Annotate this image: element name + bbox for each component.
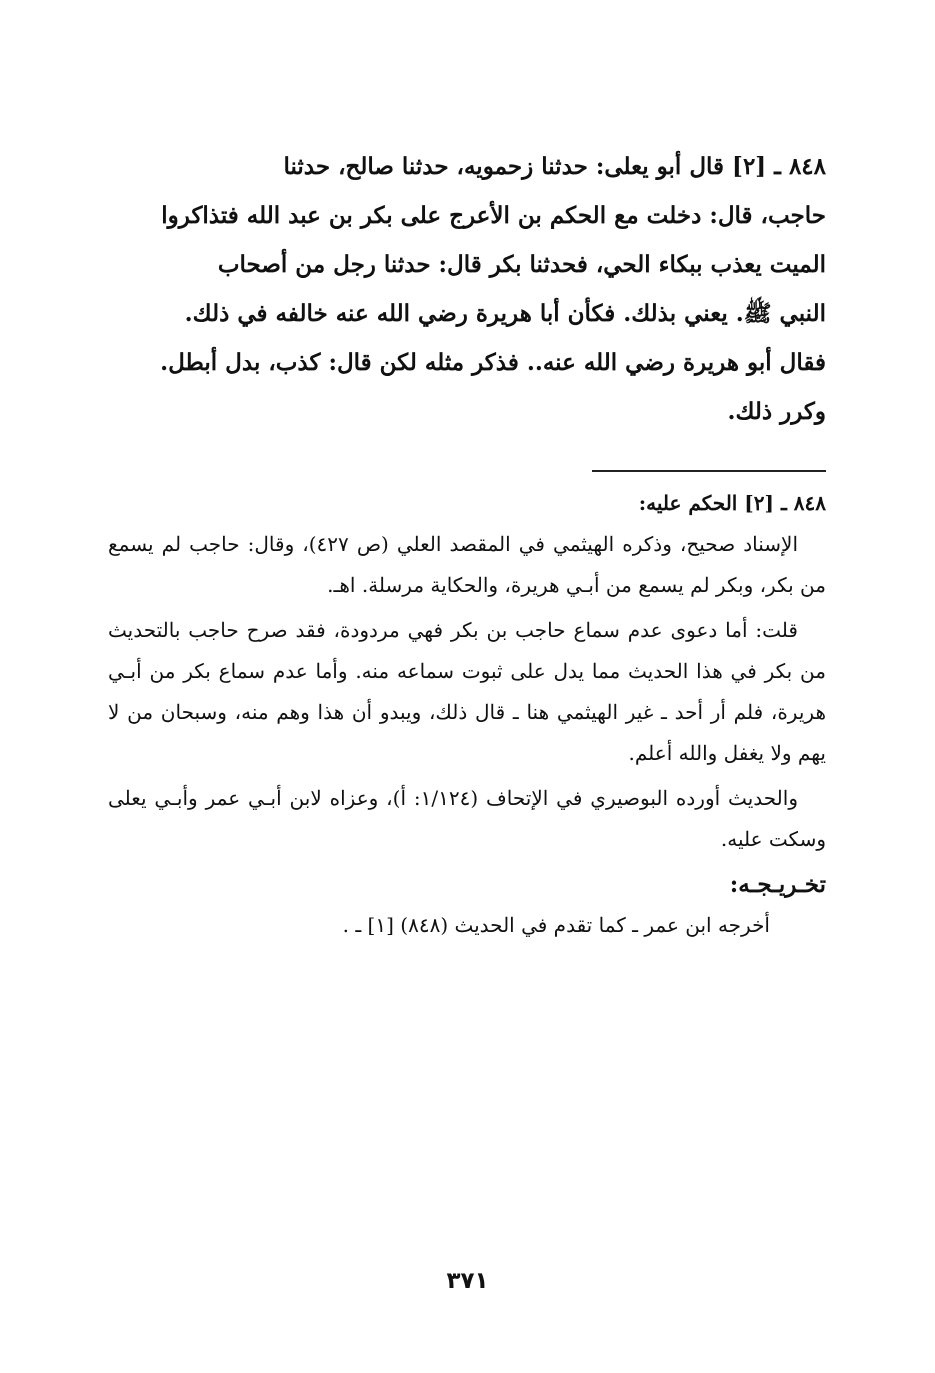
commentary-paragraph: قلت: أما دعوى عدم سماع حاجب بن بكر فهي مردودة، فقد صرح حاجب بالتحديث من بكر في هذا الحديث مما يدل على ثبوت سماعه منه. وأما عدم سماع بكر من أبـي هريرة، فلم أر أحد ـ غير الهيثمي هنا ـ قال ذلك، ويبدو أن هذا وهم منه، وسبحان من لا يهم ولا يغفل والله أعلم.	[108, 618, 826, 765]
footnote-separator	[592, 470, 826, 472]
hadith-text	[108, 142, 826, 436]
hadith-line: الميت يعذب ببكاء الحي، فحدثنا بكر قال: حدثنا رجل من أصحاب	[217, 251, 826, 278]
hadith-line: وكرر ذلك.	[727, 398, 826, 425]
takhrij-text: أخرجه ابن عمر ـ كما تقدم في الحديث (٨٤٨) [١] ـ .	[342, 913, 770, 937]
footnotes	[108, 483, 826, 946]
hadith-line: حاجب، قال: دخلت مع الحكم بن الأعرج على بكر بن عبد الله فتذاكروا	[161, 202, 826, 229]
ruling-heading: ٨٤٨ ـ [٢] الحكم عليه:	[638, 491, 826, 515]
hadith-line: ٨٤٨ ـ [٢] قال أبو يعلى: حدثنا زحمويه، حدثنا صالح، حدثنا	[283, 153, 826, 180]
page-number: ٣٧١	[446, 1268, 489, 1294]
hadith-line: النبي ﷺ. يعني بذلك. فكأن أبا هريرة رضي الله عنه خالفه في ذلك.	[184, 300, 826, 327]
ithaf-paragraph: والحديث أورده البوصيري في الإتحاف (١/١٢٤: أ)، وعزاه لابن أبـي عمر وأبـي يعلى وسكت عليه.	[108, 786, 826, 851]
hadith-line: فقال أبو هريرة رضي الله عنه.. فذكر مثله لكن قال: كذب، بدل أبطل.	[160, 349, 826, 376]
takhrij-heading: تخـريـجـه:	[729, 871, 826, 898]
ruling-paragraph: الإسناد صحيح، وذكره الهيثمي في المقصد العلي (ص ٤٢٧)، وقال: حاجب لم يسمع من بكر، وبكر لم يسمع من أبـي هريرة، والحكاية مرسلة. اهـ.	[108, 532, 826, 597]
